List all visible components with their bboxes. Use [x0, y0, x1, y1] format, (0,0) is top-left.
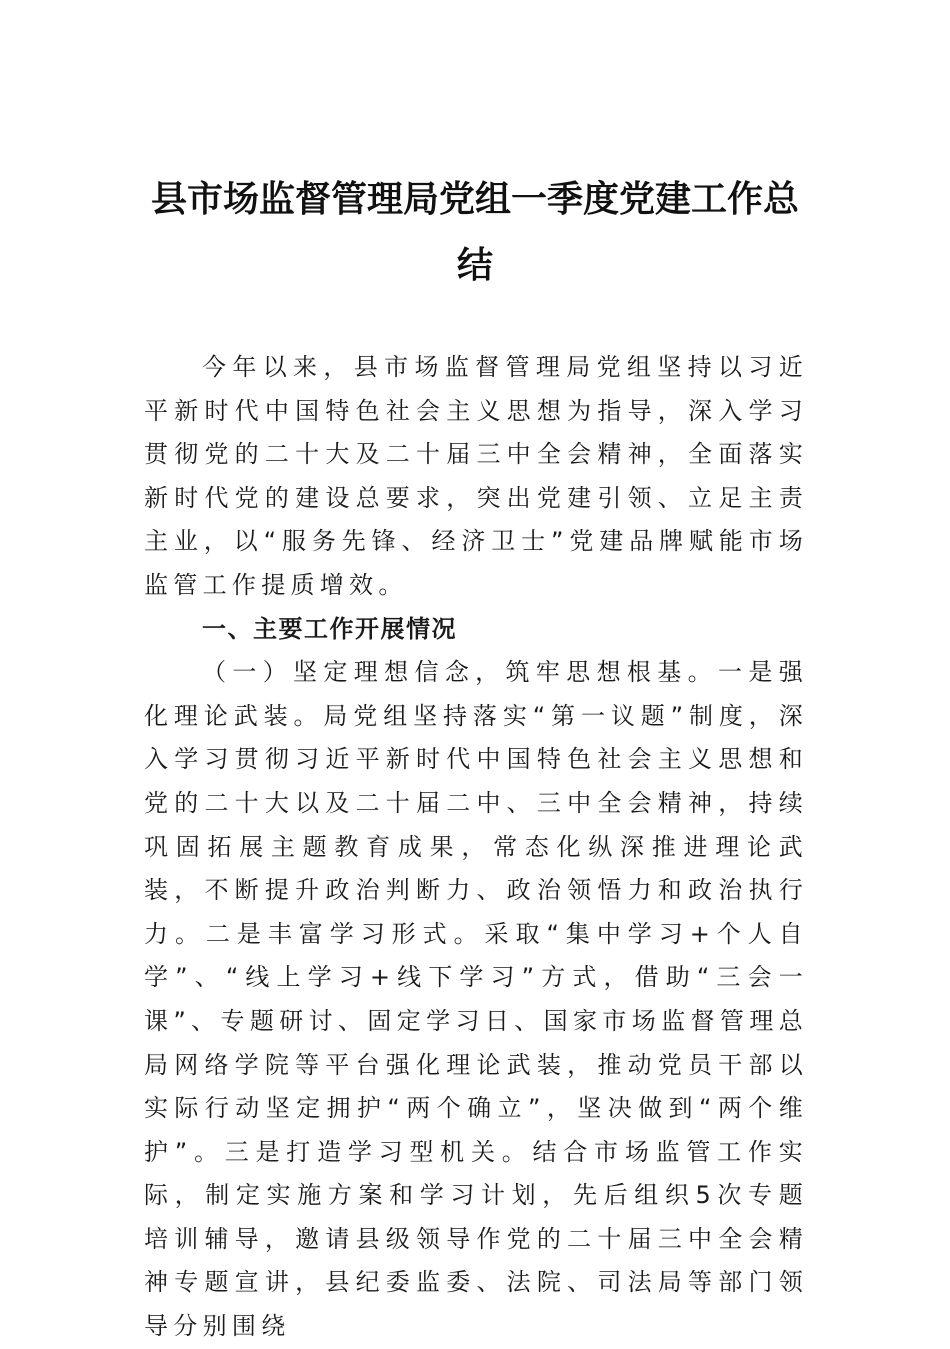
section-paragraph: （一）坚定理想信念，筑牢思想根基。一是强化理论武装。局党组坚持落实“第一议题”制度，深入学习贯彻习近平新时代中国特色社会主义思想和党的二十大以及二十届二中、三中全会精神，持续巩固拓展主题教育成果，常态化纵深推进理论武装，不断提升政治判断力、政治领悟力和政治执行力。二是丰富学习形式。采取“集中学习+个人自学”、“线上学习+线下学习”方式，借助“三会一课”、专题研讨、固定学习日、国家市场监督管理总局网络学院等平台强化理论武装，推动党员干部以实际行动坚定拥护“两个确立”，坚决做到“两个维护”。三是打造学习型机关。结合市场监管工作实际，制定实施方案和学习计划，先后组织5次专题培训辅导，邀请县级领导作党的二十届三中全会精神专题宣讲，县纪委监委、法院、司法局等部门领导分别围绕	[144, 658, 808, 1341]
intro-paragraph: 今年以来，县市场监督管理局党组坚持以习近平新时代中国特色社会主义思想为指导，深入学习贯彻党的二十大及二十届三中全会精神，全面落实新时代党的建设总要求，突出党建引领、立足主责主业，以“服务先锋、经济卫士”党建品牌赋能市场监管工作提质增效。	[144, 353, 808, 599]
section-heading: 一、主要工作开展情况	[202, 614, 457, 643]
document-title: 县市场监督管理局党组一季度党建工作总结	[150, 178, 799, 286]
document-body	[144, 346, 808, 1349]
